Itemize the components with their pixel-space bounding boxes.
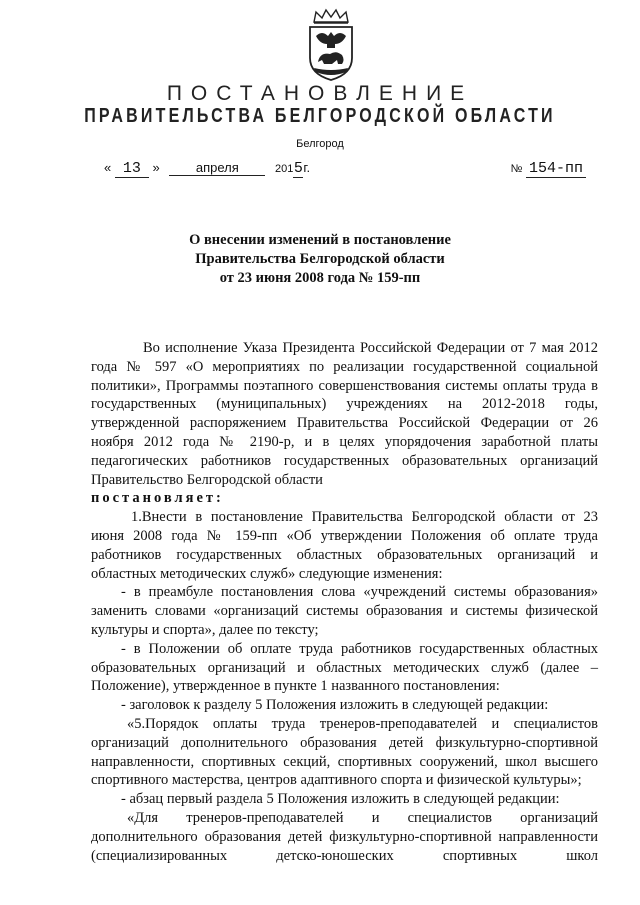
date-day: 13: [115, 160, 149, 178]
number-label: №: [510, 163, 523, 175]
document-number: [511, 160, 586, 178]
item-1-paragraph: 1.Внести в постановление Правительства Белгородской области от 23 июня 2008 года № 159-пп «Об утверждении Положения об оплате труда работников государственных областных образовательных организаций и областных методических служб» следующие изменения:: [91, 509, 598, 582]
issuing-authority: ПРАВИТЕЛЬСТВА БЕЛГОРОДСКОЙ ОБЛАСТИ: [84, 105, 556, 127]
heading-line-1: О внесении изменений в постановление: [189, 232, 451, 248]
intro-paragraph: Во исполнение Указа Президента Российской Федерации от 7 мая 2012 года № 597 «О мероприятиях по реализации государственной социальной политики», Программы поэтапного совершенствования системы оплаты труда в государственных (муниципальных) учреждениях на 2012-2018 годы, утвержденной распоряжением Правительства Российской Федерации от 26 ноября 2012 года № 2190-р, и в целях упорядочения заработной платы педагогических работников государственных образовательных организаций Правительство Белгородской области: [91, 340, 598, 488]
date-year-suffix: г.: [303, 160, 311, 175]
number-value: 154-пп: [526, 160, 586, 178]
belgorod-coat-of-arms-icon: [302, 8, 360, 82]
date-open-quote: «: [104, 160, 112, 175]
heading-line-2: Правительства Белгородской области: [195, 251, 445, 267]
document-date: [104, 160, 310, 178]
quote-section-title: «5.Порядок оплаты труда тренеров-преподавателей и специалистов организаций дополнительного образования детей физкультурно-спортивной направленности, спортивных секций, спортивных сооружений, школ высшего спортивного мастерства, центров адаптивного спорта и физической культуры»;: [91, 715, 598, 789]
document-heading: [0, 231, 640, 288]
bullet-first-paragraph: - абзац первый раздела 5 Положения изложить в следующей редакции:: [121, 791, 560, 808]
date-close-quote: »: [152, 160, 160, 175]
bullet-section-title: - заголовок к разделу 5 Положения изложить в следующей редакции:: [121, 697, 549, 714]
date-year-digit: 5: [293, 160, 303, 177]
document-title: ПОСТАНОВЛЕНИЕ: [166, 82, 474, 105]
document-body: [91, 339, 598, 865]
heading-line-3: от 23 июня 2008 года № 159-пп: [219, 270, 421, 286]
bullet-preamble: - в преамбуле постановления слова «учреждений системы образования» заменить словами «организаций системы образования и системы физической культуры и спорта», далее по тексту;: [91, 584, 598, 638]
quote-first-paragraph: «Для тренеров-преподавателей и специалистов организаций дополнительного образования детей физкультурно-спортивной направленности (специализированных детско-юношеских спортивных школ: [91, 809, 598, 864]
bullet-regulation: - в Положении об оплате труда работников государственных областных образовательных организаций и областных методических служб (далее – Положение), утвержденное в пункте 1 названного постановления:: [91, 640, 598, 695]
decree-word: постановляет:: [91, 490, 224, 507]
date-month: апреля: [169, 160, 265, 176]
date-year-prefix: 201: [274, 163, 294, 175]
city-label: Белгород: [296, 138, 344, 150]
